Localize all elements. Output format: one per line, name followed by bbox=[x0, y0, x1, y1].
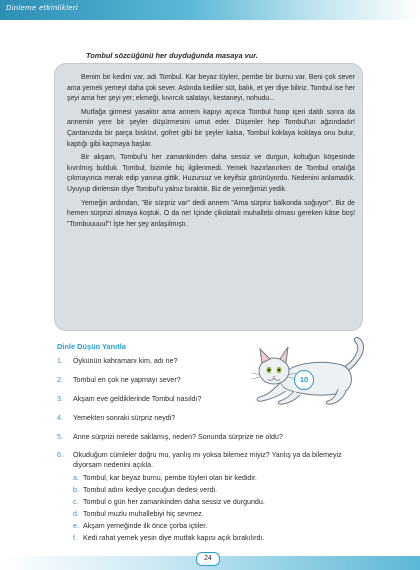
story-box bbox=[54, 63, 363, 331]
statement-text: Tombul muzlu muhallebiyi hiç sevmez. bbox=[83, 510, 204, 519]
activity-number-badge: 10 bbox=[294, 370, 314, 390]
statement-text: Tombul adını kediye çocuğun dedesi verdi. bbox=[83, 486, 218, 495]
story-paragraph: Benim bir kedim var, adı Tombul. Kar beyaz tüyleri, pembe bir burnu var. Beni çok sever ama yemek yemeyi daha çok sever. Aslında kediler süt, balık, et yer diye biliriz. Tombul ise her şeyi ama her şeyi yer; ekmeği, kıvırcık salatayı, kestaneyi, nohudu... bbox=[67, 74, 355, 103]
statement-letter: f. bbox=[73, 534, 77, 543]
statement-item bbox=[73, 522, 367, 531]
statement-text: Tombul o gün her zamankinden daha sessiz ve durgundu. bbox=[83, 498, 265, 507]
statement-letter: c. bbox=[73, 498, 79, 507]
statement-text: Tombul, kar beyaz burnu, pembe tüyleri olan bir kedidir. bbox=[83, 474, 257, 483]
section-title: Dinle Düşün Yanıtla bbox=[57, 342, 126, 351]
question-text: Akşam eve geldiklerinde Tombul nasıldı? bbox=[73, 394, 202, 403]
story-paragraph: Mutfağa girmesi yasaktır ama annem kapıyı açınca Tombul hoop içeri daldı sonra da annemin yere bir şeyler düşürmesini umut eder. Düşenler hep Tombul'un ağzındadır! Çantanızda bir parça bisküvi, gofret gibi bir şeyler kalsa, Tombul koklaya koklaya onu bulur, kaptığı gibi kaçmaya başlar. bbox=[67, 108, 355, 148]
question-item bbox=[57, 395, 367, 405]
statement-item bbox=[73, 534, 367, 543]
statement-item bbox=[73, 474, 367, 483]
statement-letter: d. bbox=[73, 510, 79, 519]
statement-item bbox=[73, 498, 367, 507]
statement-item bbox=[73, 486, 367, 495]
question-text: Öykünün kahramanı kim, adı ne? bbox=[73, 357, 178, 365]
question-number: 4. bbox=[57, 413, 63, 422]
question-number: 5. bbox=[57, 432, 63, 441]
question-item bbox=[57, 451, 367, 543]
statement-letter: e. bbox=[73, 522, 79, 531]
question-text: Okuduğum cümleler doğru mu, yanlış mı yoksa bilemez miyiz? Yanlış ya da bilemeyiz diyorsam nedenini açıkla. bbox=[73, 451, 342, 469]
question-item bbox=[57, 376, 367, 386]
question-list bbox=[57, 357, 367, 553]
story-paragraph: Yemeğin ardından, "Bir sürpriz var" dedi annem "Ama sürpriz balkonda soğuyor". Biz de hemen sürprizi almaya koştuk. O da ne! İçinde çikolatalı muhallebi olması gereken kâse boş! "Tombuuuuul"! İşte her şey anlaşılmıştı. bbox=[67, 199, 355, 228]
question-number: 6. bbox=[57, 451, 63, 460]
question-item bbox=[57, 433, 367, 443]
question-number: 1. bbox=[57, 357, 63, 365]
intro-instruction: Tombul sözcüğünü her duyduğunda masaya vur. bbox=[86, 51, 258, 60]
statement-list bbox=[73, 474, 367, 543]
story-paragraph: Bir akşam, Tombul'u her zamankinden daha sessiz ve durgun, koltuğun köşesinde kıvrılmış bulduk. Tombul, bizimle hiç ilgilenmedi. Yemek hazırlanırken de Tombul ortalığa çıkmayınca merak edip yanına gittik. Huzursuz ve keyifsiz görünüyordu. Nedenini anlamadık. Uyuyup dinlensin diye Tombul'u yalnız bıraktık. Biz de yemeğimizi yedik. bbox=[67, 154, 355, 193]
statement-letter: b. bbox=[73, 486, 79, 495]
header-band bbox=[0, 0, 420, 20]
page-number: 24 bbox=[196, 552, 220, 566]
statement-letter: a. bbox=[73, 474, 79, 483]
question-item bbox=[57, 414, 367, 424]
question-text: Tombul en çok ne yapmayı sever? bbox=[73, 375, 181, 384]
story-text bbox=[67, 73, 355, 233]
statement-text: Akşam yemeğinde ilk önce çorba içtiler. bbox=[83, 522, 208, 531]
header-title: Dinleme etkinlikleri bbox=[6, 4, 78, 12]
question-number: 3. bbox=[57, 394, 63, 403]
question-text: Anne sürprizi nerede saklamış, neden? Sonunda sürprize ne oldu? bbox=[73, 432, 283, 441]
question-item bbox=[57, 357, 367, 367]
statement-text: Kedi rahat yemek yesin diye mutfak kapısı açık bırakılırdı. bbox=[83, 534, 265, 543]
question-number: 2. bbox=[57, 375, 63, 384]
statement-item bbox=[73, 510, 367, 519]
question-text: Yemekten sonraki sürpriz neydi? bbox=[73, 413, 176, 422]
